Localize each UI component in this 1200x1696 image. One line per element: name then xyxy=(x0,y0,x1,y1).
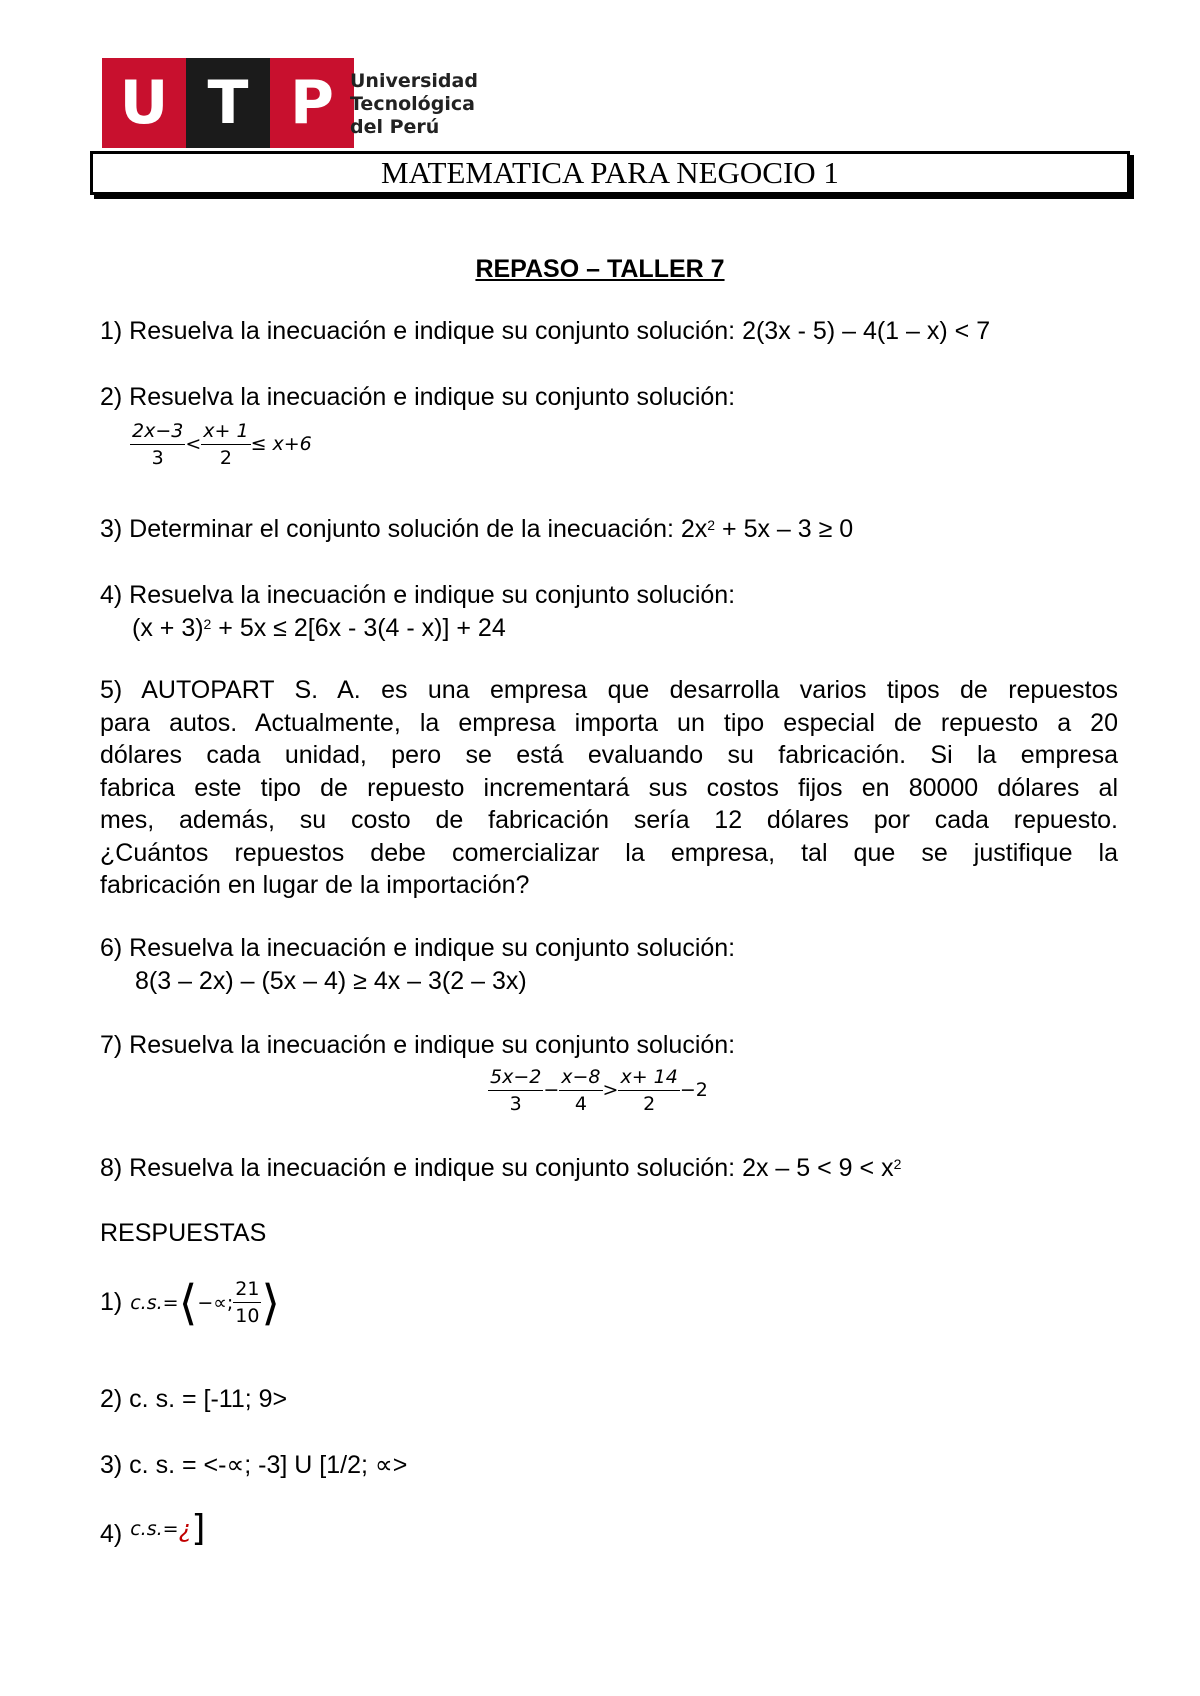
problem-5-line: para autos. Actualmente, la empresa importa un tipo especial de repuesto a 20 xyxy=(100,708,1118,737)
superscript: 2 xyxy=(203,616,212,632)
logo-letter-t: T xyxy=(186,58,270,148)
answer-3: 3) c. s. = <-∝; -3] U [1/2; ∝> xyxy=(100,1451,408,1479)
denominator: 3 xyxy=(151,447,164,469)
answer-label: 1) xyxy=(100,1288,123,1316)
problem-7-expression xyxy=(488,1064,708,1117)
problem-7: 7) Resuelva la inecuación e indique su conjunto solución: xyxy=(100,1031,736,1059)
problem-5-line: fabrica este tipo de repuesto incrementará sus costos fijos en 80000 dólares al xyxy=(100,773,1118,802)
superscript: 2 xyxy=(893,1156,902,1172)
problem-5-line: ¿Cuántos repuestos debe comercializar la empresa, tal que se justifique la xyxy=(100,838,1118,867)
cs-label: c.s.= xyxy=(130,1291,179,1314)
utp-logo xyxy=(102,58,354,148)
denominator: 2 xyxy=(643,1093,656,1115)
fraction xyxy=(618,1064,679,1117)
operator: − xyxy=(543,1079,560,1101)
cs-label: c.s.= xyxy=(130,1517,179,1540)
numerator: x+ 14 xyxy=(618,1064,679,1091)
expression-rest: ≤ x+6 xyxy=(250,433,312,455)
numerator: 21 xyxy=(233,1276,261,1303)
problem-5 xyxy=(100,674,1118,902)
problem-6-expression: 8(3 – 2x) – (5x – 4) ≥ 4x – 3(2 – 3x) xyxy=(135,967,527,995)
problem-2-expression xyxy=(130,418,312,471)
problem-4: 4) Resuelva la inecuación e indique su conjunto solución: xyxy=(100,581,736,609)
numerator: x+ 1 xyxy=(201,418,250,445)
expression-rest: −2 xyxy=(679,1079,708,1101)
problem-8 xyxy=(100,1153,901,1183)
expr-part: (x + 3) xyxy=(132,614,204,642)
answer-4 xyxy=(100,1508,205,1549)
denominator: 2 xyxy=(219,447,232,469)
problem-1: 1) Resuelva la inecuación e indique su conjunto solución: 2(3x - 5) – 4(1 – x) < 7 xyxy=(100,317,991,345)
fraction xyxy=(130,418,185,471)
problem-5-line: mes, además, su costo de fabricación sería 12 dólares por cada repuesto. xyxy=(100,806,1118,834)
answer-label: 4) xyxy=(100,1520,123,1548)
fraction xyxy=(233,1276,261,1329)
fraction xyxy=(559,1064,602,1117)
problem-5-line: dólares cada unidad, pero se está evaluando su fabricación. Si la empresa xyxy=(100,741,1118,769)
denominator: 10 xyxy=(235,1305,260,1327)
answers-heading: RESPUESTAS xyxy=(100,1219,267,1247)
operator: < xyxy=(185,433,202,455)
problem-8-text: 8) Resuelva la inecuación e indique su conjunto solución: 2x – 5 < 9 < x xyxy=(100,1154,894,1182)
fraction xyxy=(201,418,250,471)
course-title: MATEMATICA PARA NEGOCIO 1 xyxy=(90,151,1130,195)
logo-text xyxy=(350,70,478,139)
denominator: 4 xyxy=(574,1093,587,1115)
problem-3-rest: + 5x – 3 ≥ 0 xyxy=(715,515,854,543)
interval-start: −∝; xyxy=(197,1291,234,1314)
missing-value-mark: ¿ xyxy=(178,1514,192,1543)
problem-3-text: 3) Determinar el conjunto solución de la inecuación: 2x xyxy=(100,515,708,543)
close-bracket: ] xyxy=(191,1508,206,1549)
denominator: 3 xyxy=(509,1093,522,1115)
logo-letter-u: U xyxy=(102,58,186,148)
open-bracket: ⟨ xyxy=(178,1274,198,1331)
problem-6: 6) Resuelva la inecuación e indique su conjunto solución: xyxy=(100,934,736,962)
expr-part: + 5x ≤ 2[6x - 3(4 - x)] + 24 xyxy=(211,614,506,642)
problem-5-line: fabricación en lugar de la importación? xyxy=(100,871,530,899)
superscript: 2 xyxy=(707,517,716,533)
answer-2: 2) c. s. = [-11; 9> xyxy=(100,1385,288,1413)
close-bracket: ⟩ xyxy=(261,1274,281,1331)
logo-letter-p: P xyxy=(270,58,354,148)
logo-text-line-1: Universidad xyxy=(350,70,478,92)
numerator: 2x−3 xyxy=(130,418,185,445)
logo-text-line-2: Tecnológica xyxy=(350,93,475,115)
fraction xyxy=(488,1064,543,1117)
worksheet-subtitle: REPASO – TALLER 7 xyxy=(475,255,725,283)
operator: > xyxy=(602,1079,619,1101)
problem-5-line: 5) AUTOPART S. A. es una empresa que desarrolla varios tipos de repuestos xyxy=(100,676,1118,704)
problem-4-expression xyxy=(132,613,506,643)
numerator: 5x−2 xyxy=(488,1064,543,1091)
problem-3 xyxy=(100,514,853,544)
numerator: x−8 xyxy=(559,1064,602,1091)
logo-text-line-3: del Perú xyxy=(350,116,440,138)
answer-1 xyxy=(100,1276,280,1329)
problem-2: 2) Resuelva la inecuación e indique su conjunto solución: xyxy=(100,383,736,411)
